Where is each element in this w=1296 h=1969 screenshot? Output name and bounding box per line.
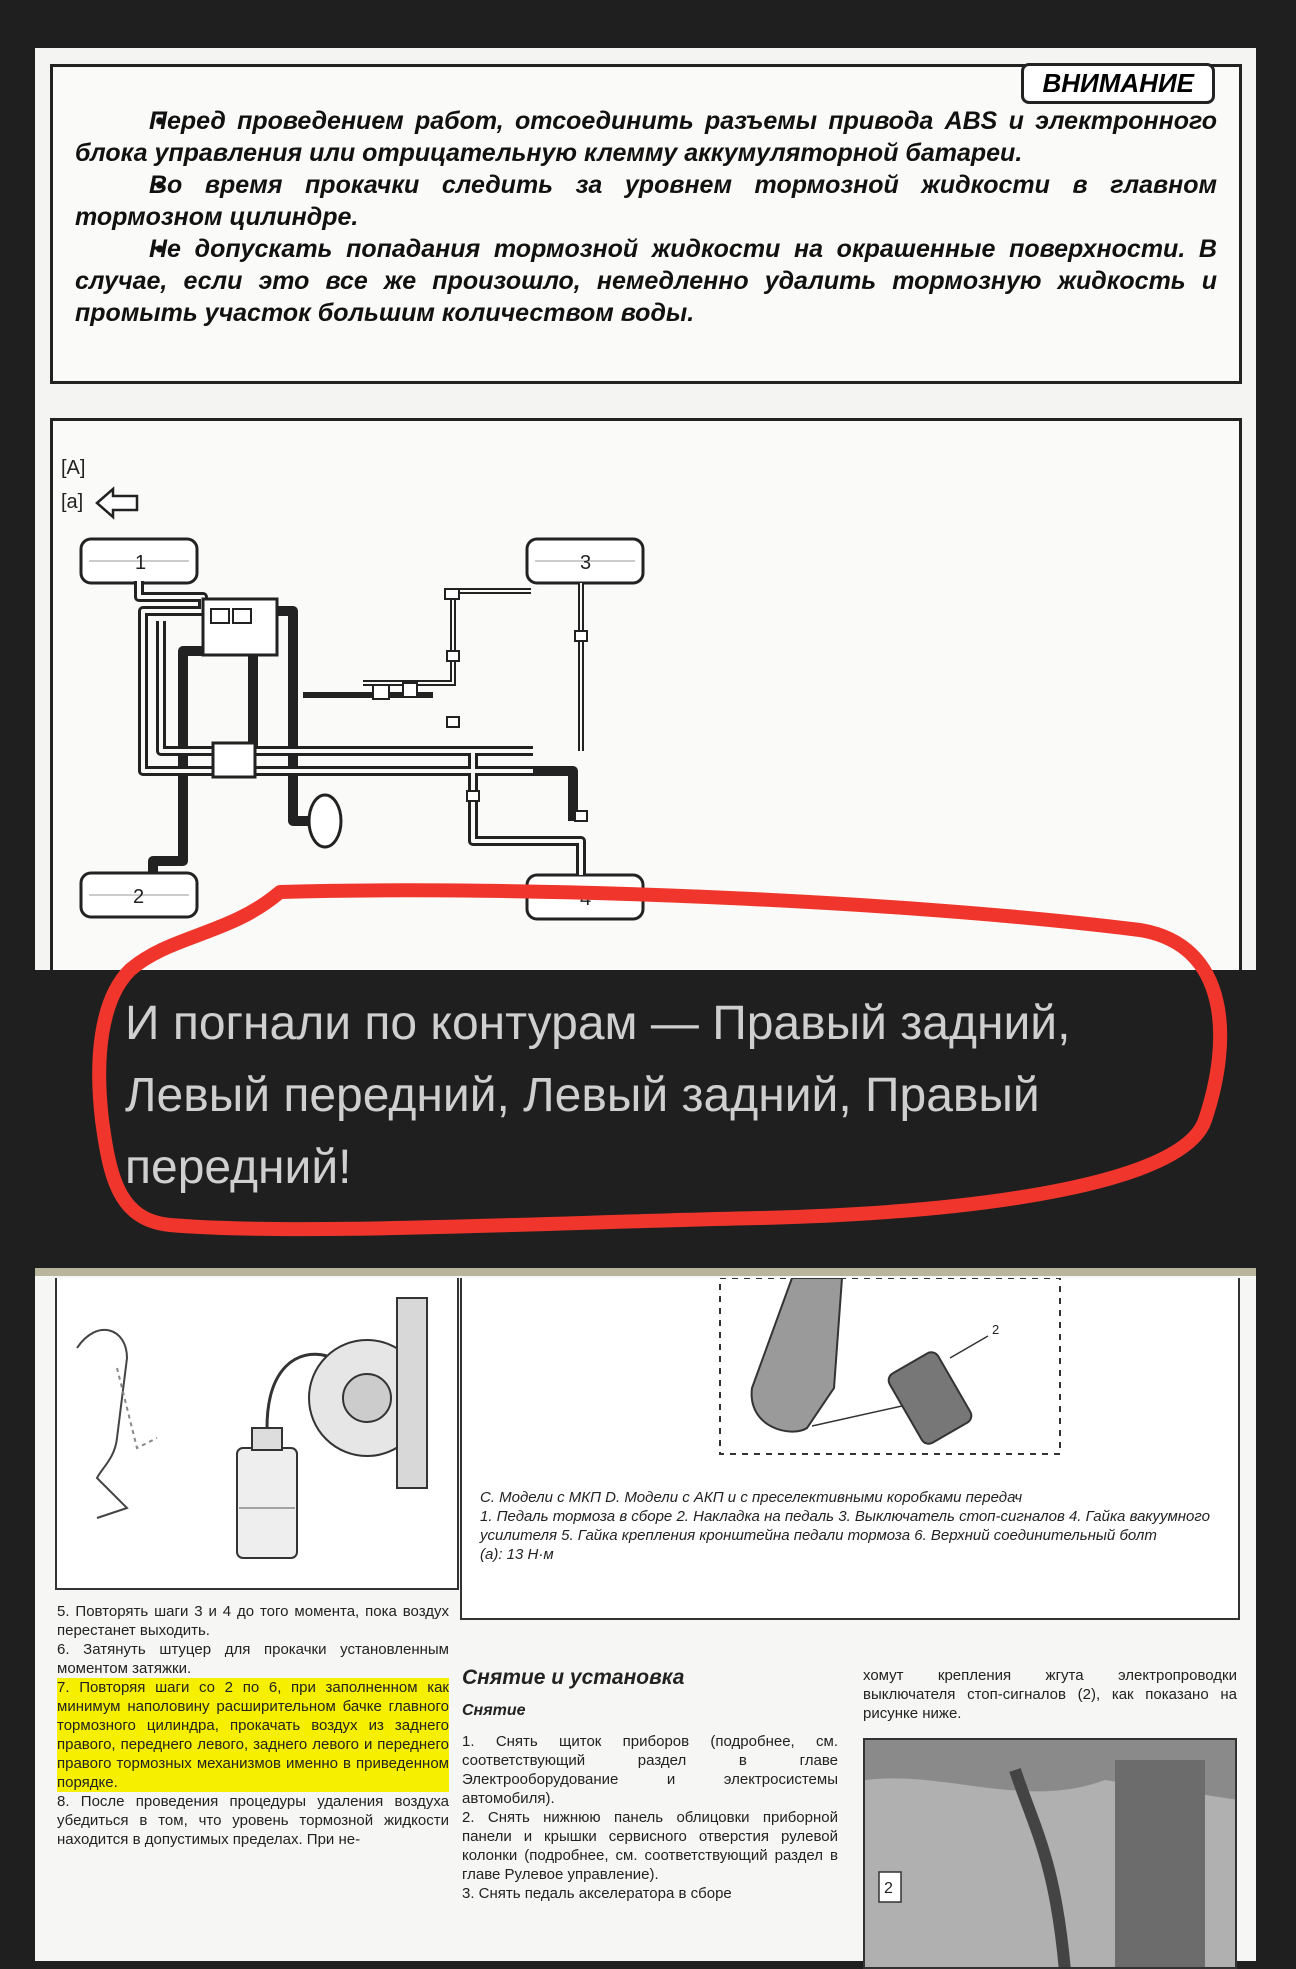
step-7: 7. Повторяя шаги со 2 по 6, при заполненном как минимум наполовину расширительном бачке главного тормозного цилиндра, прокачать воздух из заднего правого, переднего левого, заднего левого и переднего правого тормозных механизмов именно в приведенном порядке. bbox=[57, 1679, 449, 1791]
pedal-label-2: 2 bbox=[992, 1322, 1000, 1337]
wiring-photo bbox=[863, 1738, 1237, 1969]
wheel-label-3: 3 bbox=[580, 552, 592, 574]
removal-section bbox=[462, 1666, 838, 1903]
left-steps bbox=[57, 1602, 449, 1849]
removal-step-3: 3. Снять педаль акселератора в сборе bbox=[462, 1885, 732, 1902]
warning-title: ВНИМАНИЕ bbox=[1021, 63, 1215, 104]
figure-caption-line2: 1. Педаль тормоза в сборе 2. Накладка на педаль 3. Выключатель стоп-сигналов 4. Гайка вакуумного усилителя 5. Гайка крепления кронштейна педали тормоза 6. Верхний соединительный болт bbox=[480, 1508, 1210, 1544]
pedal-figure bbox=[460, 1278, 1240, 1620]
warning-item: • Не допускать попадания тормозной жидкости на окрашенные поверхности. В случае, если это все же произошло, немедленно удалить тормозную жидкость и промыть участок большим количеством воды. bbox=[75, 233, 1217, 329]
pedal-illustration bbox=[462, 1278, 1238, 1478]
manual-page-bottom bbox=[35, 1268, 1256, 1961]
section-subheading: Снятие bbox=[462, 1702, 526, 1719]
step-8: 8. После проведения процедуры удаления воздуха убедиться в том, что уровень тормозной жидкости находится в допустимых пределах. При не- bbox=[57, 1793, 449, 1848]
figure-caption bbox=[480, 1488, 1220, 1564]
wheel-label-4: 4 bbox=[580, 888, 592, 910]
figure-caption-line1: C. Модели с МКП D. Модели с АКП и с преселективными коробками передач bbox=[480, 1489, 1023, 1506]
warning-item: • Во время прокачки следить за уровнем тормозной жидкости в главном тормозном цилиндре. bbox=[75, 169, 1217, 233]
removal-step-1: 1. Снять щиток приборов (подробнее, см. соответствующий раздел в главе Электрооборудование и электросистемы автомобиля). bbox=[462, 1733, 838, 1807]
label-a-lower: [a] bbox=[61, 491, 84, 513]
removal-step-2: 2. Снять нижнюю панель облицовки приборной панели и крышки сервисного отверстия рулевой колонки (подробнее, см. соответствующий раздел в главе Рулевое управление). bbox=[462, 1809, 838, 1883]
wheel-label-1: 1 bbox=[135, 552, 147, 574]
bleeding-figure bbox=[55, 1278, 459, 1590]
right-text: хомут крепления жгута электропроводки выключателя стоп-сигналов (2), как показано на рисунке ниже. bbox=[863, 1667, 1237, 1722]
caption-text: И погнали по контурам — Правый задний, Левый передний, Левый задний, Правый передний! bbox=[125, 997, 1071, 1194]
wiring-photo-illustration bbox=[865, 1740, 1237, 1969]
wheel-label-2: 2 bbox=[133, 886, 145, 908]
step-6: 6. Затянуть штуцер для прокачки установленным моментом затяжки. bbox=[57, 1641, 449, 1677]
step-5: 5. Повторять шаги 3 и 4 до того момента, пока воздух перестанет выходить. bbox=[57, 1603, 449, 1639]
figure-caption-line3: (a): 13 Н·м bbox=[480, 1546, 554, 1563]
warning-item: • Перед проведением работ, отсоединить разъемы привода ABS и электронного блока управления или отрицательную клемму аккумуляторной батареи. bbox=[75, 105, 1217, 169]
label-a-upper: [A] bbox=[61, 457, 86, 479]
section-heading: Снятие и установка bbox=[462, 1666, 685, 1689]
photo-label-2: 2 bbox=[884, 1880, 893, 1897]
bleeding-illustration bbox=[57, 1278, 457, 1588]
